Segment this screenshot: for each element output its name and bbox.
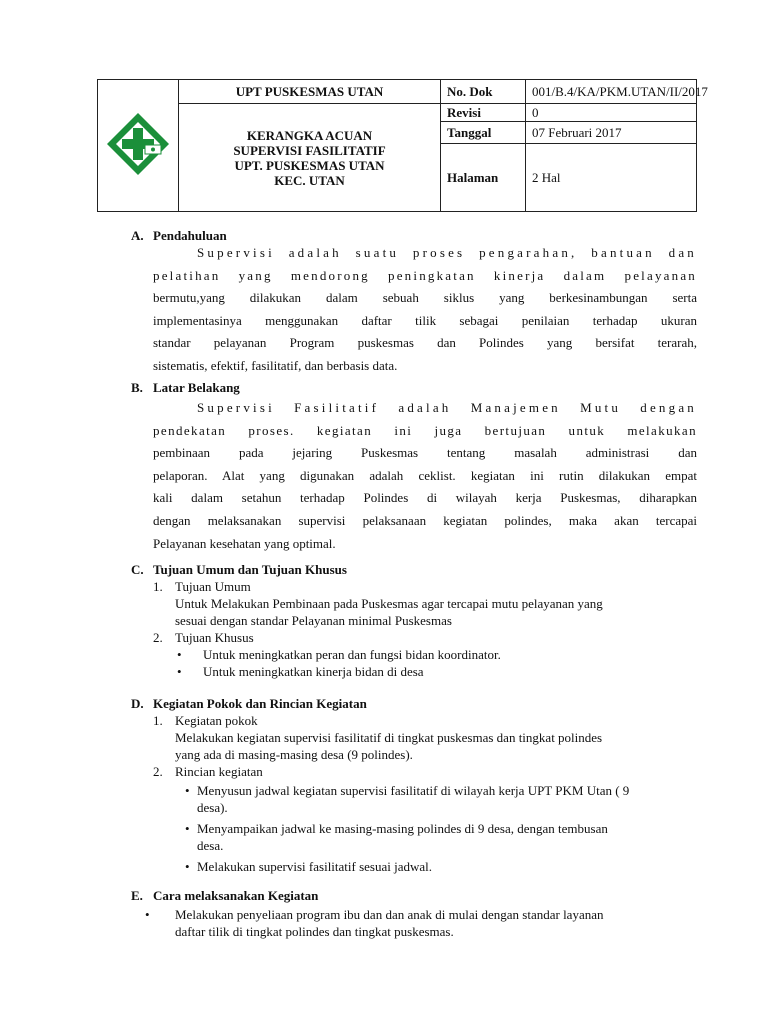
puskesmas-logo <box>105 111 171 177</box>
bullet-text-cont: daftar tilik di tingkat polindes dan tingkat puskesmas. <box>175 924 454 939</box>
text-line: pelaporan. Alat yang digunakan adalah ceklist. kegiatan ini rutin dilakukan empat <box>153 467 697 483</box>
item-title: Tujuan Umum <box>175 579 251 594</box>
bullet-text: Melakukan supervisi fasilitatif sesuai jadwal. <box>197 859 433 874</box>
section-kegiatan <box>131 696 697 875</box>
numbered-list <box>153 712 697 875</box>
section-letter: D. <box>131 696 144 711</box>
bullet-icon: • <box>177 647 182 662</box>
paragraph <box>153 242 697 378</box>
text-line: pembinaan pada jejaring Puskesmas tentang masalah administrasi dan <box>153 445 697 461</box>
text-line: implementasinya menggunakan daftar tilik sebagai penilaian terhadap ukuran <box>153 312 697 328</box>
list-item <box>153 763 697 780</box>
item-title: Kegiatan pokok <box>175 713 258 728</box>
item-number: 1. <box>153 579 163 594</box>
item-text: sesuai dengan standar Pelayanan minimal Puskesmas <box>175 613 452 628</box>
text-line: standar pelayanan Program puskesmas dan Polindes yang bersifat terarah, <box>153 335 697 351</box>
item-text: Untuk Melakukan Pembinaan pada Puskesmas agar tercapai mutu pelayanan yang <box>175 596 603 611</box>
value-tanggal: 07 Februari 2017 <box>526 122 697 144</box>
title-line: SUPERVISI FASILITATIF <box>233 142 386 158</box>
item-title: Tujuan Khusus <box>175 630 254 645</box>
section-tujuan <box>131 562 697 680</box>
section-title: Pendahuluan <box>153 228 227 243</box>
label-tanggal: Tanggal <box>441 122 526 144</box>
bullet-icon: • <box>145 907 150 922</box>
text-line: pelatihan yang mendorong peningkatan kinerja dalam pelayanan <box>153 267 697 283</box>
numbered-list <box>153 578 697 680</box>
bullet-item <box>185 782 697 816</box>
text-line: Pelayanan kesehatan yang optimal. <box>153 535 336 551</box>
value-revisi: 0 <box>526 104 697 122</box>
section-title: Cara melaksanakan Kegiatan <box>153 888 319 903</box>
item-number: 2. <box>153 764 163 779</box>
title-line: UPT. PUSKESMAS UTAN <box>234 157 385 173</box>
item-text: yang ada di masing-masing desa (9 polindes). <box>175 747 413 762</box>
section-title: Tujuan Umum dan Tujuan Khusus <box>153 562 347 577</box>
bullet-list <box>185 782 697 875</box>
section-letter: E. <box>131 888 143 903</box>
text-line: kali dalam setahun terhadap Polindes di wilayah kerja Puskesmas, diharapkan <box>153 490 697 506</box>
title-line: KEC. UTAN <box>274 172 345 188</box>
section-letter: C. <box>131 562 144 577</box>
bullet-item <box>131 906 697 923</box>
item-number: 2. <box>153 630 163 645</box>
org-name: UPT PUSKESMAS UTAN <box>179 80 441 104</box>
bullet-text: Untuk meningkatkan kinerja bidan di desa <box>203 664 424 679</box>
bullet-item <box>175 646 697 663</box>
item-text: Melakukan kegiatan supervisi fasilitatif di tingkat puskesmas dan tingkat polindes <box>175 730 603 745</box>
section-pendahuluan <box>131 228 697 378</box>
text-line: pendekatan proses. kegiatan ini juga bertujuan untuk melakukan <box>153 422 697 438</box>
label-halaman: Halaman <box>441 144 526 212</box>
bullet-text-cont: desa). <box>197 800 228 815</box>
section-cara-melaksanakan <box>131 888 697 940</box>
text-line: sistematis, efektif, fasilitatif, dan berbasis data. <box>153 357 398 373</box>
item-title: Rincian kegiatan <box>175 764 263 779</box>
bullet-icon: • <box>177 664 182 679</box>
section-letter: A. <box>131 228 144 243</box>
section-heading <box>131 696 697 712</box>
bullet-text: Melakukan penyeliaan program ibu dan dan anak di mulai dengan standar layanan <box>175 907 604 922</box>
bullet-item <box>175 663 697 680</box>
value-halaman: 2 Hal <box>526 144 697 212</box>
text-line: Supervisi adalah suatu proses pengarahan, bantuan dan <box>197 245 697 260</box>
section-heading <box>131 888 697 904</box>
logo-cell <box>98 80 179 212</box>
section-heading <box>131 562 697 578</box>
bullet-text: Untuk meningkatkan peran dan fungsi bidan koordinator. <box>203 647 501 662</box>
text-line: Supervisi Fasilitatif adalah Manajemen Mutu dengan <box>197 400 697 415</box>
section-title: Kegiatan Pokok dan Rincian Kegiatan <box>153 696 367 711</box>
value-no-dok: 001/B.4/KA/PKM.UTAN/II/2017 <box>526 80 697 104</box>
bullet-text-cont: desa. <box>197 838 224 853</box>
label-revisi: Revisi <box>441 104 526 122</box>
list-item <box>153 629 697 646</box>
section-latar-belakang <box>131 380 697 555</box>
bullet-icon: • <box>185 821 190 836</box>
section-heading <box>131 380 697 396</box>
bullet-text: Menyampaikan jadwal ke masing-masing polindes di 9 desa, dengan tembusan <box>197 821 608 836</box>
bullet-item <box>185 858 697 875</box>
section-letter: B. <box>131 380 143 395</box>
bullet-text: Menyusun jadwal kegiatan supervisi fasilitatif di wilayah kerja UPT PKM Utan ( 9 <box>197 783 630 798</box>
paragraph <box>153 397 697 555</box>
list-item <box>153 578 697 595</box>
bullet-list <box>131 906 697 940</box>
section-title: Latar Belakang <box>153 380 240 395</box>
text-line: dengan melaksanakan supervisi pelaksanaan kegiatan polindes, maka akan tercapai <box>153 512 697 528</box>
title-line: KERANGKA ACUAN <box>246 127 373 143</box>
bullet-list <box>175 646 697 680</box>
bullet-icon: • <box>185 859 190 874</box>
text-line: bermutu,yang dilakukan dalam sebuah siklus yang berkesinambungan serta <box>153 290 697 306</box>
bullet-item <box>185 820 697 854</box>
list-item <box>153 712 697 729</box>
document-header-table <box>97 79 708 212</box>
document-title <box>179 104 441 212</box>
bullet-icon: • <box>185 783 190 798</box>
item-number: 1. <box>153 713 163 728</box>
label-no-dok: No. Dok <box>441 80 526 104</box>
